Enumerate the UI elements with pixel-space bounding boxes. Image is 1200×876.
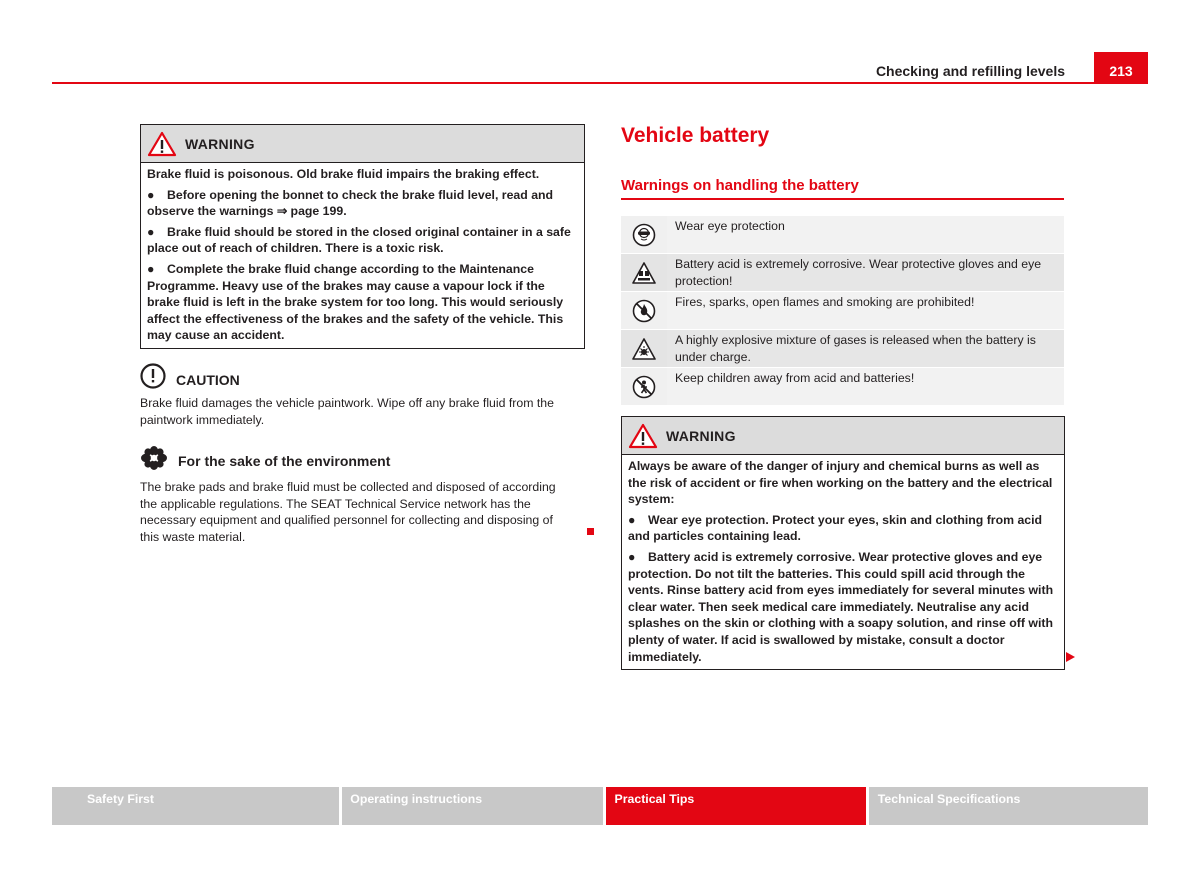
environment-header [140,443,585,473]
page-header-title: Checking and refilling levels [875,63,1065,79]
warning-intro: Always be aware of the danger of injury and chemical burns as well as the risk of accident or fire when working on the battery and the electrical system: [628,459,1053,507]
warning-bullet: ● Complete the brake fluid change according to the Maintenance Programme. Heavy use of the brakes may cause a vapour lock if the brake fluid is left in the brake system for too long. This would seriously affect the effectiveness of the brakes and the safety of the vehicle. This may cause an accident. [147,261,564,343]
warning-bullet: ● Before opening the bonnet to check the brake fluid level, read and observe the warnings ⇒ page 199. [147,187,554,219]
symbol-row [621,254,1064,291]
subsection-divider [621,198,1064,200]
symbol-text: Fires, sparks, open flames and smoking are prohibited! [667,292,1064,329]
warning-bullet: ● Battery acid is extremely corrosive. Wear protective gloves and eye protection. Do not tilt the batteries. This could spill acid through the vents. Rinse battery acid from eyes immediately for several minutes with clear water. Then seek medical care immediately. Neutralise any acid splashes on the skin or clothing with a soapy solution, and rinse off with plenty of water. If acid is swallowed by mistake, consult a doctor immediately. [628,549,1054,664]
section-title: Vehicle battery [621,124,770,147]
environment-note [140,443,585,545]
no-fire-icon [632,299,656,323]
header-divider [52,82,1148,84]
subsection-title: Warnings on handling the battery [621,177,859,194]
environment-title: For the sake of the environment [178,453,391,469]
warning-bullet: ● Wear eye protection. Protect your eyes, skin and clothing from acid and particles containing lead. [628,512,1043,544]
warning-header [622,417,1064,455]
continued-arrow-icon [1066,652,1075,662]
flower-icon [140,445,168,471]
no-children-icon [632,375,656,399]
environment-text: The brake pads and brake fluid must be collected and disposed of according the applicable regulations. The SEAT Technical Service network has the necessary equipment and qualified personnel for collecting and disposing of this waste material. [140,480,556,544]
tab-practical-tips[interactable]: Practical Tips [606,787,866,825]
warning-triangle-icon [147,131,177,157]
warning-header [141,125,584,163]
symbol-text: Keep children away from acid and batteries! [667,368,1064,405]
warning-title: WARNING [185,135,255,152]
symbol-row [621,292,1064,329]
warning-body [622,455,1064,669]
symbol-row [621,368,1064,405]
caution-title: CAUTION [176,372,240,388]
symbol-text: Battery acid is extremely corrosive. Wear protective gloves and eye protection! [667,254,1064,291]
caution-note [140,362,585,428]
warning-triangle-icon [628,423,658,449]
battery-warning-box [621,416,1065,670]
battery-symbol-table [621,216,1064,406]
eye-protection-icon [632,223,656,247]
tab-operating-instructions[interactable]: Operating instructions [342,787,602,825]
tab-technical-specifications[interactable]: Technical Specifications [869,787,1148,825]
page-number: 213 [1094,52,1148,84]
warning-bullet: ● Brake fluid should be stored in the closed original container in a safe place out of reach of children. There is a toxic risk. [147,224,571,256]
explosive-icon [631,337,657,361]
warning-intro: Brake fluid is poisonous. Old brake fluid impairs the braking effect. [147,167,540,181]
symbol-row [621,330,1064,367]
symbol-row [621,216,1064,253]
section-end-marker [587,528,594,535]
symbol-text: A highly explosive mixture of gases is released when the battery is under charge. [667,330,1064,367]
warning-body [141,163,584,348]
corrosive-icon [631,261,657,285]
tab-safety-first[interactable]: Safety First [52,787,339,825]
brake-fluid-warning-box [140,124,585,349]
exclamation-circle-icon [140,363,166,389]
warning-title: WARNING [666,427,736,444]
caution-text: Brake fluid damages the vehicle paintwork. Wipe off any brake fluid from the paintwork immediately. [140,396,554,427]
footer-nav [52,787,1148,825]
symbol-text: Wear eye protection [667,216,1064,253]
caution-header [140,362,585,390]
